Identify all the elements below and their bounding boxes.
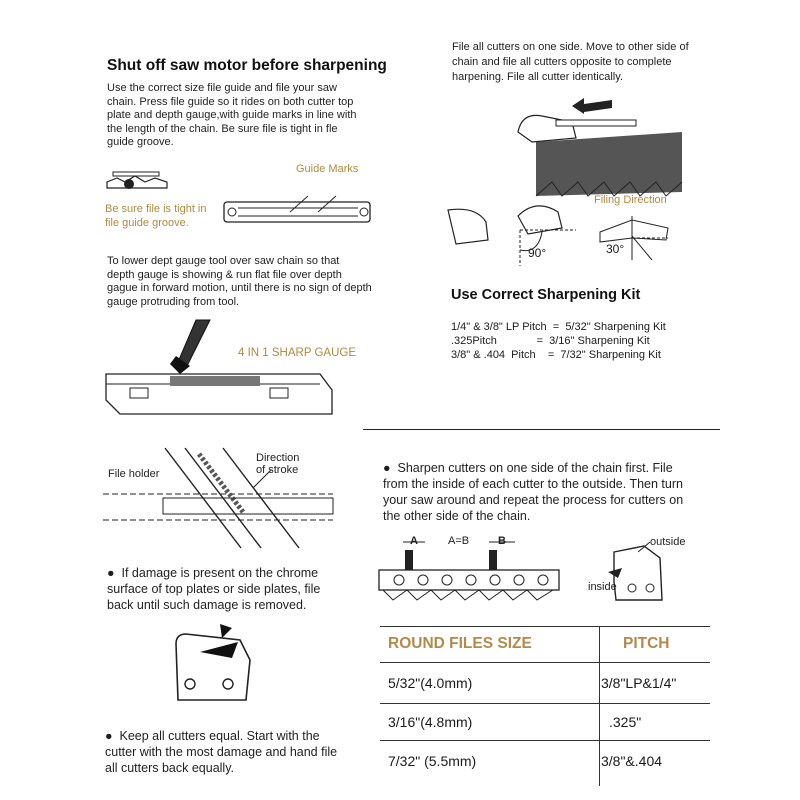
file-size-cell: 3/16"(4.8mm) bbox=[388, 714, 473, 730]
file-tight-note: Be sure file is tight in file guide groove. bbox=[105, 203, 207, 229]
label-b: B bbox=[498, 535, 506, 547]
filing-direction-label: Filing Direction bbox=[594, 194, 667, 206]
chain-cutters-diagram bbox=[377, 534, 562, 604]
kit-row: 3/8" & .404 Pitch = 7/32" Sharpening Kit bbox=[451, 349, 661, 361]
kit-row: .325Pitch = 3/16" Sharpening Kit bbox=[451, 335, 650, 347]
file-guide-top-illustration bbox=[218, 192, 378, 234]
file-holder-label: File holder bbox=[108, 468, 160, 480]
file-guide-side-illustration bbox=[105, 168, 175, 198]
sharp-gauge-illustration bbox=[100, 318, 340, 428]
angle-90-illustration bbox=[446, 200, 586, 270]
saw-filing-illustration bbox=[512, 92, 692, 202]
depth-gauge-text: To lower dept gauge tool over saw chain so that depth gauge is showing & run flat file over depth gague in forward motion, until there is no sign of depth gauge protruding from tool. bbox=[107, 255, 372, 308]
bullet-icon: ● bbox=[105, 729, 120, 743]
file-size-cell: 7/32" (5.5mm) bbox=[388, 753, 477, 769]
equal-text: ● Keep all cutters equal. Start with the cutter with the most damage and hand file all cutters back equally. bbox=[105, 729, 338, 775]
pitch-cell: 3/8"&.404 bbox=[601, 753, 663, 769]
damage-text: ● If damage is present on the chrome surface of top plates or side plates, file back until such damage is removed. bbox=[107, 566, 321, 612]
sharp-gauge-label: 4 IN 1 SHARP GAUGE bbox=[238, 347, 357, 359]
angle-30-label: 30° bbox=[606, 242, 625, 256]
angle-90-label: 90° bbox=[528, 246, 547, 260]
header-pitch: PITCH bbox=[623, 635, 670, 652]
angle-30-illustration bbox=[596, 206, 676, 266]
table-row bbox=[380, 741, 710, 782]
bullet-icon: ● bbox=[107, 566, 122, 580]
table-header-row bbox=[380, 626, 710, 663]
pitch-cell: 3/8"LP&1/4" bbox=[601, 675, 677, 691]
label-a: A bbox=[410, 535, 418, 547]
main-title: Shut off saw motor before sharpening bbox=[107, 57, 387, 74]
outside-label: outside bbox=[650, 536, 686, 548]
table-row bbox=[380, 663, 710, 704]
kit-title: Use Correct Sharpening Kit bbox=[451, 287, 641, 303]
direction-label: Direction of stroke bbox=[256, 452, 300, 476]
kit-table bbox=[451, 320, 666, 362]
guide-marks-label: Guide Marks bbox=[296, 163, 359, 175]
inside-label: inside bbox=[588, 581, 617, 593]
label-a-equals-b: A=B bbox=[448, 535, 470, 547]
header-round-files-size: ROUND FILES SIZE bbox=[388, 635, 532, 652]
file-all-text: File all cutters on one side. Move to other side of chain and file all cutters opposite to complete harpening. File all cutter identically. bbox=[452, 41, 689, 83]
section-divider bbox=[363, 429, 720, 430]
pitch-cell: .325" bbox=[609, 714, 642, 730]
intro-text: Use the correct size file guide and file your saw chain. Press file guide so it rides on both cutter top plate and depth gauge,with guide marks in line with the length of the chain. Be sure file is tight in fle guide groove. bbox=[107, 82, 357, 148]
bullet-icon: ● bbox=[383, 461, 398, 475]
file-size-cell: 5/32"(4.0mm) bbox=[388, 675, 473, 691]
table-row bbox=[380, 704, 710, 741]
round-files-table bbox=[380, 626, 710, 781]
cutter-damage-illustration bbox=[170, 624, 270, 714]
sharpen-text: ● Sharpen cutters on one side of the chain first. File from the inside of each cutter to the outside. Then turn your saw around and repeat the process for cutters on the other side of the chain. bbox=[383, 461, 684, 523]
kit-row: 1/4" & 3/8" LP Pitch = 5/32" Sharpening Kit bbox=[451, 321, 666, 333]
